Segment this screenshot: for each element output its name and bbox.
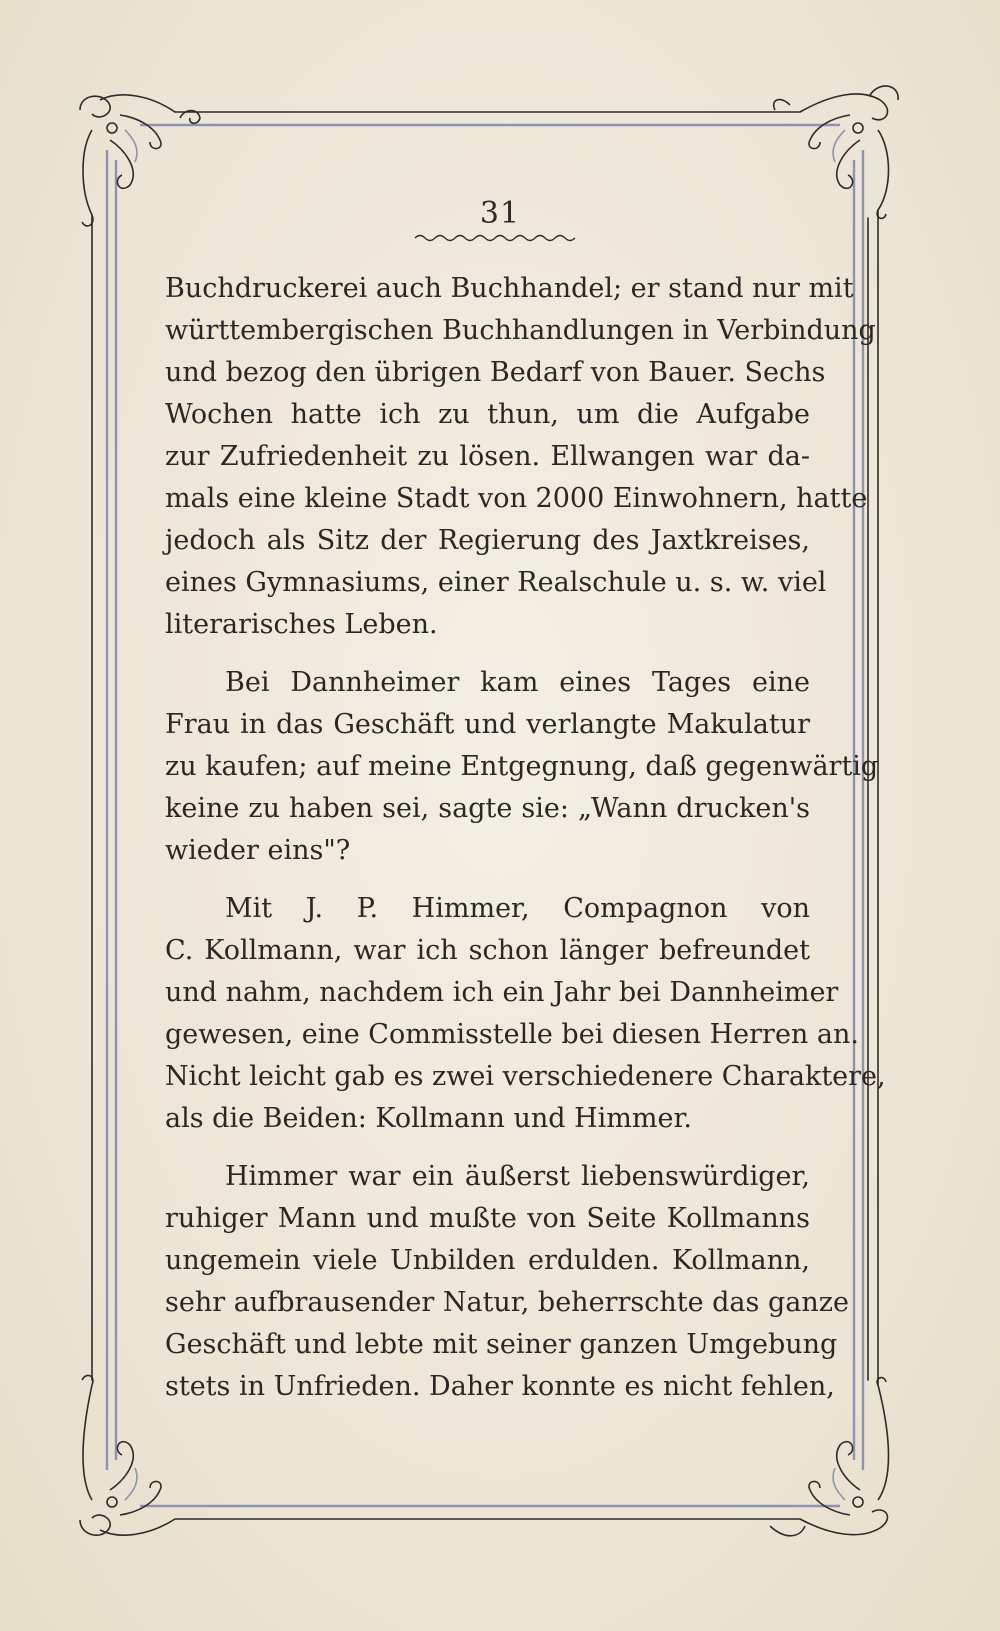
text-line: zu kaufen; auf meine Entgegnung, daß gegenwärtig [165, 751, 879, 782]
page-number: 31 [479, 196, 521, 231]
text-line: Nicht leicht gab es zwei verschiedenere Charaktere, [165, 1061, 886, 1092]
text-line: und nahm, nachdem ich ein Jahr bei Dannheimer [165, 977, 839, 1008]
text-line: keine zu haben sei, sagte sie: „Wann drucken's [165, 793, 810, 824]
text-line: sehr aufbrausender Natur, beherrschte das ganze [165, 1287, 849, 1318]
text-line: württembergischen Buchhandlungen in Verbindung [165, 315, 876, 346]
text-line: literarisches Leben. [165, 609, 438, 640]
text-line: und bezog den übrigen Bedarf von Bauer. Sechs [165, 357, 826, 388]
body-text [165, 268, 886, 1408]
text-line: Mit J. P. Himmer, Compagnon von [225, 893, 810, 924]
text-line: Frau in das Geschäft und verlangte Makulatur [165, 709, 810, 740]
paragraph [165, 1156, 849, 1408]
corner-ornament-bottom-left [80, 1375, 175, 1535]
decorative-wave-rule [415, 236, 575, 241]
text-line: eines Gymnasiums, einer Realschule u. s. w. viel [165, 567, 827, 598]
text-line: Himmer war ein äußerst liebenswürdiger, [225, 1161, 810, 1192]
paragraph [165, 268, 876, 646]
text-line: stets in Unfrieden. Daher konnte es nicht fehlen, [165, 1371, 835, 1402]
text-line: als die Beiden: Kollmann und Himmer. [165, 1103, 693, 1134]
text-line: ungemein viele Unbilden erdulden. Kollmann, [165, 1245, 810, 1276]
text-line: Wochen hatte ich zu thun, um die Aufgabe [165, 399, 810, 430]
paragraph [165, 662, 879, 872]
text-line: Buchdruckerei auch Buchhandel; er stand nur mit [165, 273, 854, 304]
paragraph [165, 888, 886, 1140]
text-line: mals eine kleine Stadt von 2000 Einwohnern, hatte [165, 483, 868, 514]
text-line: jedoch als Sitz der Regierung des Jaxtkreises, [165, 525, 810, 556]
text-line: zur Zufriedenheit zu lösen. Ellwangen war da- [165, 441, 810, 472]
text-line: gewesen, eine Commisstelle bei diesen Herren an. [165, 1019, 859, 1050]
text-line: Bei Dannheimer kam eines Tages eine [225, 667, 810, 698]
text-line: C. Kollmann, war ich schon länger befreundet [165, 935, 810, 966]
text-line: wieder eins"? [165, 835, 351, 866]
text-line: Geschäft und lebte mit seiner ganzen Umgebung [165, 1329, 838, 1360]
text-line: ruhiger Mann und mußte von Seite Kollmanns [165, 1203, 810, 1234]
